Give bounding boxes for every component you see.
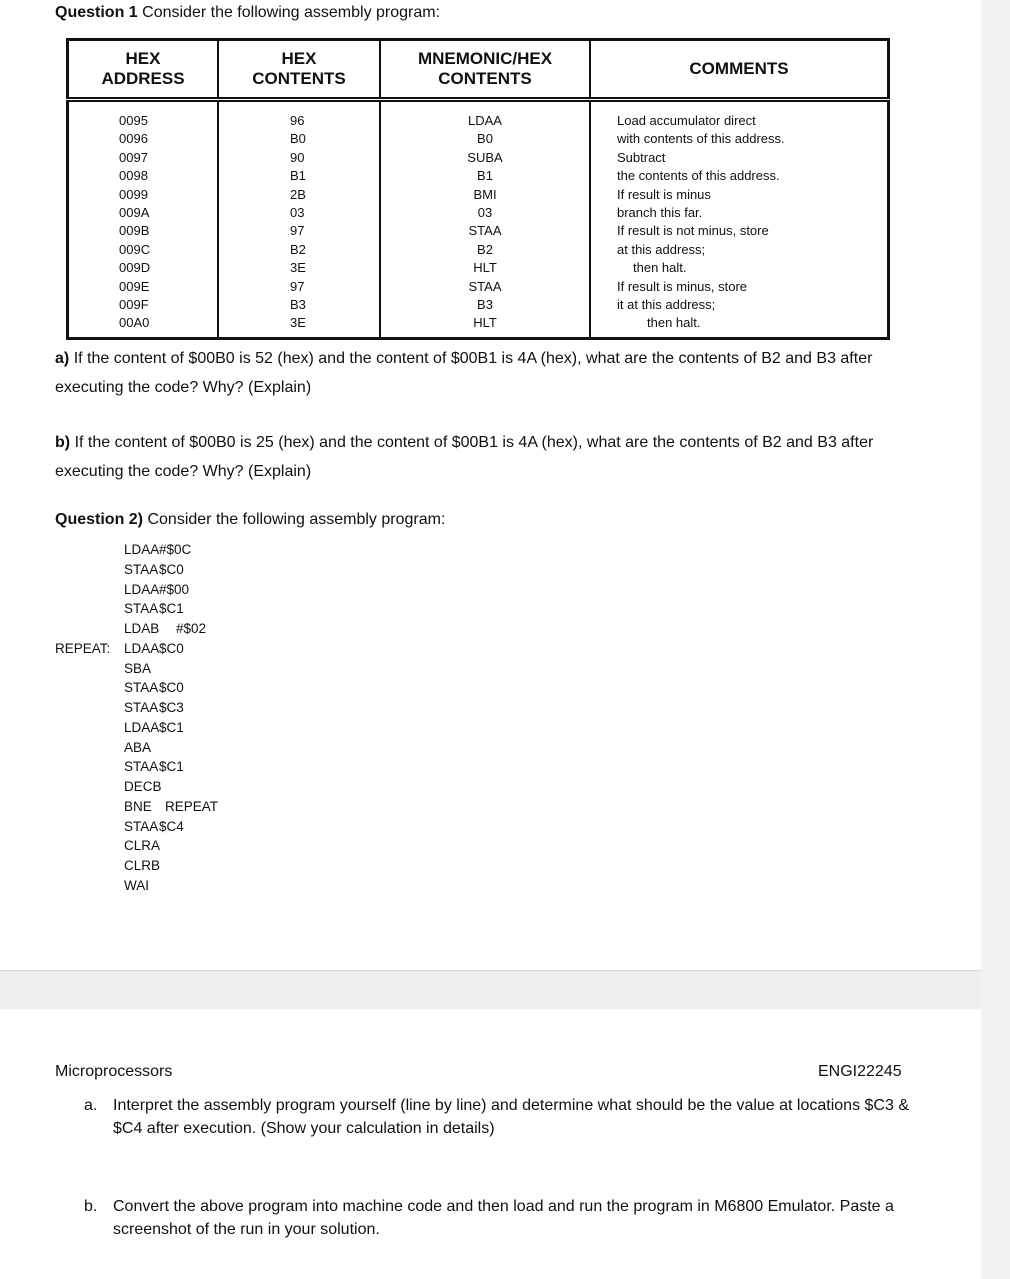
code-opcode: DECB [124, 779, 162, 794]
code-operand: REPEAT [165, 798, 219, 814]
table-header-row [68, 40, 889, 100]
question-2-label: Question 2) [55, 511, 144, 528]
contents-cell: 97 [290, 278, 305, 294]
address-cell: 0095 [119, 113, 148, 128]
course-code: ENGI22245 [818, 1063, 902, 1080]
address-cell: 0097 [119, 149, 148, 165]
code-operand: $C4 [159, 818, 184, 834]
contents-cell: B0 [290, 131, 306, 147]
code-operand: $C1 [159, 759, 184, 775]
code-opcode: STAA [124, 680, 159, 696]
code-opcode: STAA [124, 818, 159, 834]
code-operand: $C0 [159, 680, 184, 696]
contents-column [218, 100, 380, 339]
code-operand: $C0 [159, 561, 184, 577]
question-1-part-b: b) If the content of $00B0 is 25 (hex) and the content of $00B1 is 4A (hex), what are the contents of B2 and B3 after executing the code? Why? (Explain) [55, 434, 874, 480]
mnemonic-column [380, 100, 590, 339]
question-1-intro: Consider the following assembly program: [142, 4, 441, 21]
code-opcode: LDAA [124, 542, 160, 557]
question-1-label: Question 1 [55, 4, 138, 21]
code-opcode: STAA [124, 700, 159, 715]
mnemonic-cell: 03 [477, 204, 493, 220]
header-mnemonic: MNEMONIC/HEX CONTENTS [380, 40, 590, 100]
question-2-item-b: b. Convert the above program into machine code and then load and run the program in M6800 Emulator. Paste a screenshot of the run in your solution. [84, 1198, 894, 1238]
scroll-gutter [981, 0, 1010, 1279]
code-operand: $C3 [159, 700, 184, 715]
code-operand: $C1 [159, 601, 184, 617]
code-opcode: CLRB [124, 858, 161, 873]
address-cell: 009A [119, 204, 150, 220]
comment-cell: at this address; [617, 241, 706, 257]
mnemonic-cell: STAA [468, 278, 502, 294]
contents-cell: 3E [290, 315, 306, 331]
contents-cell: B2 [290, 241, 306, 257]
comment-cell: If result is minus [617, 186, 711, 202]
page-break [0, 970, 981, 1009]
course-name: Microprocessors [55, 1063, 173, 1080]
address-cell: 0099 [119, 186, 148, 202]
code-opcode: STAA [124, 561, 159, 577]
contents-cell: 96 [290, 113, 305, 128]
code-operand: $C1 [159, 719, 184, 735]
code-opcode: LDAA [124, 581, 160, 597]
table-body-row [68, 100, 889, 339]
code-opcode: WAI [124, 877, 149, 893]
code-opcode: LDAA [124, 640, 160, 656]
code-opcode: STAA [124, 601, 159, 617]
address-cell: 009C [119, 241, 151, 257]
comment-cell: it at this address; [617, 296, 716, 312]
address-cell: 0096 [119, 131, 148, 147]
assembly-table [66, 38, 890, 340]
code-operand: #$00 [159, 581, 190, 597]
code-operand: $C0 [159, 640, 184, 656]
mnemonic-cell: HLT [473, 260, 497, 276]
comment-cell: If result is minus, store [617, 278, 748, 294]
address-cell: 00A0 [119, 315, 150, 331]
mnemonic-cell: HLT [473, 315, 497, 331]
mnemonic-cell: LDAA [468, 113, 502, 128]
contents-cell: B1 [290, 168, 306, 184]
question-2-intro: Consider the following assembly program: [147, 511, 446, 528]
comment-cell: Subtract [617, 149, 666, 165]
comment-cell: the contents of this address. [617, 168, 780, 184]
address-column [68, 100, 219, 339]
code-opcode: LDAA [124, 719, 160, 735]
contents-cell: 2B [290, 186, 306, 202]
code-operand: #$02 [176, 621, 207, 636]
comment-cell: with contents of this address. [617, 131, 785, 147]
comment-cell: If result is not minus, store [617, 223, 769, 239]
comment-cell: then halt. [647, 315, 701, 331]
mnemonic-cell: B0 [477, 131, 493, 147]
mnemonic-cell: BMI [473, 186, 497, 202]
code-opcode: ABA [124, 739, 152, 755]
comment-cell: branch this far. [617, 204, 703, 220]
mnemonic-cell: SUBA [467, 149, 503, 165]
code-opcode: STAA [124, 759, 159, 775]
question-1-part-a: a) If the content of $00B0 is 52 (hex) and the content of $00B1 is 4A (hex), what are the contents of B2 and B3 after executing the code? Why? (Explain) [55, 350, 873, 396]
question-2-item-a: a. Interpret the assembly program yourself (line by line) and determine what should be the value at locations $C3 & $C4 after execution. (Show your calculation in details) [84, 1097, 909, 1137]
address-cell: 009D [119, 260, 151, 276]
mnemonic-cell: B1 [477, 168, 493, 184]
header-comments: COMMENTS [590, 40, 889, 100]
address-cell: 009B [119, 223, 150, 239]
contents-cell: B3 [290, 296, 306, 312]
mnemonic-cell: B2 [477, 241, 493, 257]
contents-cell: 97 [290, 223, 305, 239]
address-cell: 009E [119, 278, 150, 294]
address-cell: 0098 [119, 168, 148, 184]
code-opcode: LDAB [124, 621, 160, 636]
contents-cell: 3E [290, 260, 306, 276]
question-1-heading [55, 4, 440, 22]
header-hex-contents: HEX CONTENTS [218, 40, 380, 100]
contents-cell: 03 [290, 204, 305, 220]
comments-column [590, 100, 889, 339]
comment-cell: Load accumulator direct [617, 113, 756, 128]
mnemonic-cell: STAA [468, 223, 502, 239]
comment-cell: then halt. [633, 260, 687, 276]
code-label: REPEAT: [55, 640, 111, 656]
code-opcode: SBA [124, 660, 152, 676]
mnemonic-cell: B3 [477, 296, 493, 312]
header-hex-address: HEX ADDRESS [68, 40, 219, 100]
code-operand: #$0C [159, 542, 192, 557]
code-opcode: CLRA [124, 838, 161, 854]
code-opcode: BNE [124, 798, 152, 814]
address-cell: 009F [119, 296, 149, 312]
contents-cell: 90 [290, 149, 305, 165]
question-2-heading [55, 511, 445, 529]
